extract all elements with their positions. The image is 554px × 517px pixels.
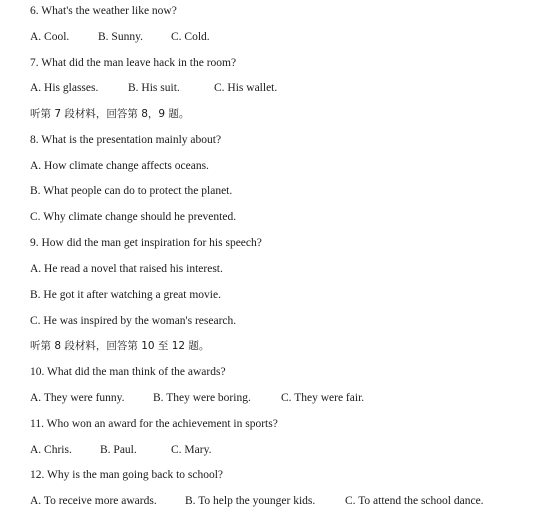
question-12: 12. Why is the man going back to school? — [30, 469, 224, 481]
option-8-a: A. How climate change affects oceans. — [30, 160, 209, 172]
option-7-b: B. His suit. — [128, 82, 180, 94]
option-10-b: B. They were boring. — [153, 392, 251, 404]
option-7-c: C. His wallet. — [214, 82, 278, 94]
option-8-b: B. What people can do to protect the planet. — [30, 185, 233, 197]
question-6: 6. What's the weather like now? — [30, 5, 177, 17]
option-12-b: B. To help the younger kids. — [185, 495, 316, 507]
option-12-a: A. To receive more awards. — [30, 495, 157, 507]
question-8: 8. What is the presentation mainly about? — [30, 134, 222, 146]
option-9-b: B. He got it after watching a great movie. — [30, 289, 221, 301]
option-11-b: B. Paul. — [100, 444, 137, 456]
instruction-section-8: 听第 8 段材料，回答第 10 至 12 题。 — [30, 340, 210, 352]
option-11-c: C. Mary. — [171, 444, 212, 456]
option-9-a: A. He read a novel that raised his interest. — [30, 263, 223, 275]
question-9: 9. How did the man get inspiration for his speech? — [30, 237, 262, 249]
instruction-section-7: 听第 7 段材料，回答第 8，9 题。 — [30, 108, 190, 120]
option-6-a: A. Cool. — [30, 31, 70, 43]
option-12-c: C. To attend the school dance. — [345, 495, 484, 507]
option-8-c: C. Why climate change should he prevented. — [30, 211, 237, 223]
question-10: 10. What did the man think of the awards? — [30, 366, 226, 378]
option-10-a: A. They were funny. — [30, 392, 125, 404]
question-11: 11. Who won an award for the achievement in sports? — [30, 418, 278, 430]
option-6-c: C. Cold. — [171, 31, 210, 43]
option-9-c: C. He was inspired by the woman's research. — [30, 315, 237, 327]
option-7-a: A. His glasses. — [30, 82, 99, 94]
option-6-b: B. Sunny. — [98, 31, 143, 43]
option-11-a: A. Chris. — [30, 444, 72, 456]
option-10-c: C. They were fair. — [281, 392, 365, 404]
question-7: 7. What did the man leave hack in the room? — [30, 57, 237, 69]
